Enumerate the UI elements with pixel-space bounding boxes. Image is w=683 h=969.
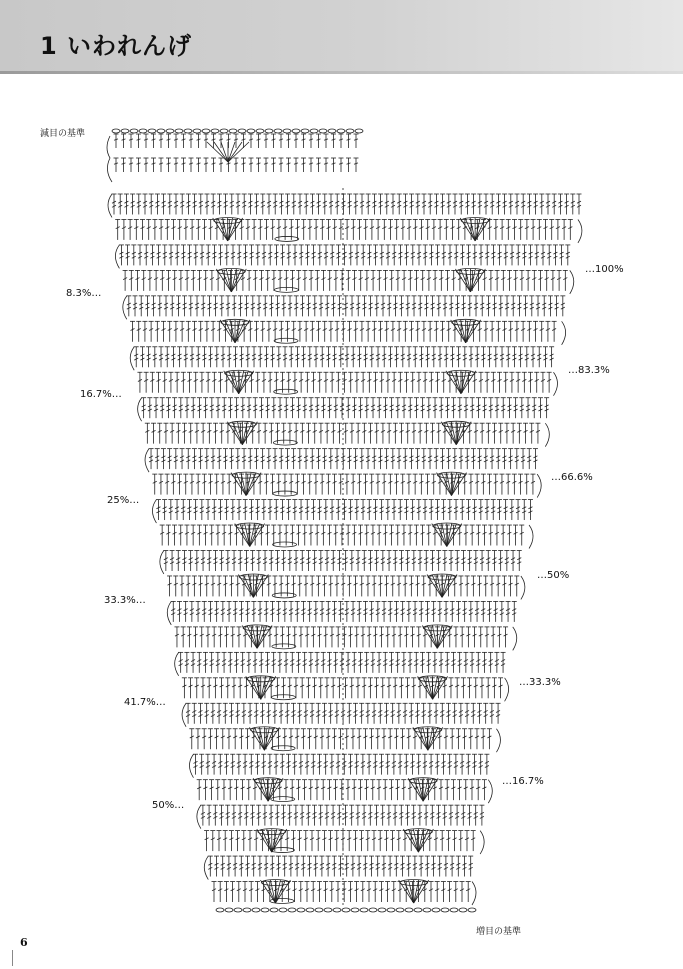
fan-stitch (460, 269, 470, 292)
fan-stitch (451, 473, 461, 496)
chain-loop (265, 129, 273, 133)
chain-loop (355, 129, 363, 133)
chain-loop (229, 129, 237, 133)
fan-stitch (261, 676, 271, 699)
turning-chain (513, 627, 517, 650)
chain-loop (274, 338, 298, 343)
fan-stitch (257, 625, 267, 648)
chain-loop (112, 129, 120, 133)
turning-chain (537, 474, 541, 497)
fan-stitch (433, 676, 443, 699)
chain-loop (139, 129, 147, 133)
chain-loop (274, 129, 282, 133)
turning-chain (562, 321, 566, 344)
fan-stitch (236, 473, 246, 496)
turning-chain (545, 423, 549, 446)
turning-chain (160, 551, 164, 574)
fan-stitch (235, 320, 245, 343)
fan-stitch (228, 142, 242, 162)
fan-stitch (437, 625, 447, 648)
turning-chain (145, 449, 149, 472)
chain-loop (202, 129, 210, 133)
chain-loop (247, 129, 255, 133)
fan-stitch (447, 524, 457, 547)
fan-stitch (242, 422, 252, 445)
chain-loop (272, 593, 296, 598)
turning-chain (505, 678, 509, 701)
chain-loop (184, 129, 192, 133)
chain-loop (148, 129, 156, 133)
chain-loop (175, 129, 183, 133)
turning-chain (578, 219, 582, 242)
chain-loop (121, 129, 129, 133)
chain-loop (292, 129, 300, 133)
chain-loop (328, 129, 336, 133)
chain-loop (346, 129, 354, 133)
chain-loop (274, 389, 298, 394)
turning-chain (108, 194, 112, 217)
chain-loop (273, 542, 297, 547)
turning-chain (152, 500, 156, 523)
turning-chain (167, 601, 171, 624)
fan-stitch (247, 625, 257, 648)
chain-loop (272, 644, 296, 649)
fan-stitch (253, 575, 263, 598)
fan-stitch (218, 218, 228, 241)
chapter-title: 1 いわれんげ (40, 32, 193, 60)
chain-loop (238, 129, 246, 133)
fan-stitch (432, 575, 442, 598)
chain-loop (273, 440, 297, 445)
chain-loop (337, 129, 345, 133)
chain-loop (193, 129, 201, 133)
fan-stitch (221, 269, 231, 292)
fan-stitch (243, 575, 253, 598)
chain-loop (211, 129, 219, 133)
turning-chain (130, 347, 134, 370)
fan-stitch (423, 676, 433, 699)
chain-loop (283, 129, 291, 133)
turning-chain (529, 525, 533, 548)
turning-chain (107, 136, 112, 182)
chain-loop (275, 236, 299, 241)
turning-chain (521, 576, 525, 599)
chain-loop (166, 129, 174, 133)
turning-chain (123, 296, 127, 319)
turning-chain (553, 372, 557, 395)
turning-chain (175, 652, 179, 675)
fan-stitch (456, 320, 466, 343)
chain-loop (157, 129, 165, 133)
chain-loop (256, 129, 264, 133)
chain-loop (319, 129, 327, 133)
fan-stitch (250, 524, 260, 547)
turning-chain (138, 398, 142, 421)
chain-loop (130, 129, 138, 133)
fan-stitch (427, 625, 437, 648)
chain-loop (310, 129, 318, 133)
chain-loop (220, 129, 228, 133)
fan-stitch (229, 371, 239, 394)
turning-chain (570, 270, 574, 293)
fan-stitch (239, 371, 249, 394)
fan-stitch (465, 218, 475, 241)
fan-stitch (225, 320, 235, 343)
turning-chain (115, 245, 119, 268)
chain-loop (301, 129, 309, 133)
fan-stitch (240, 524, 250, 547)
fan-stitch (437, 524, 447, 547)
fan-stitch (442, 575, 452, 598)
